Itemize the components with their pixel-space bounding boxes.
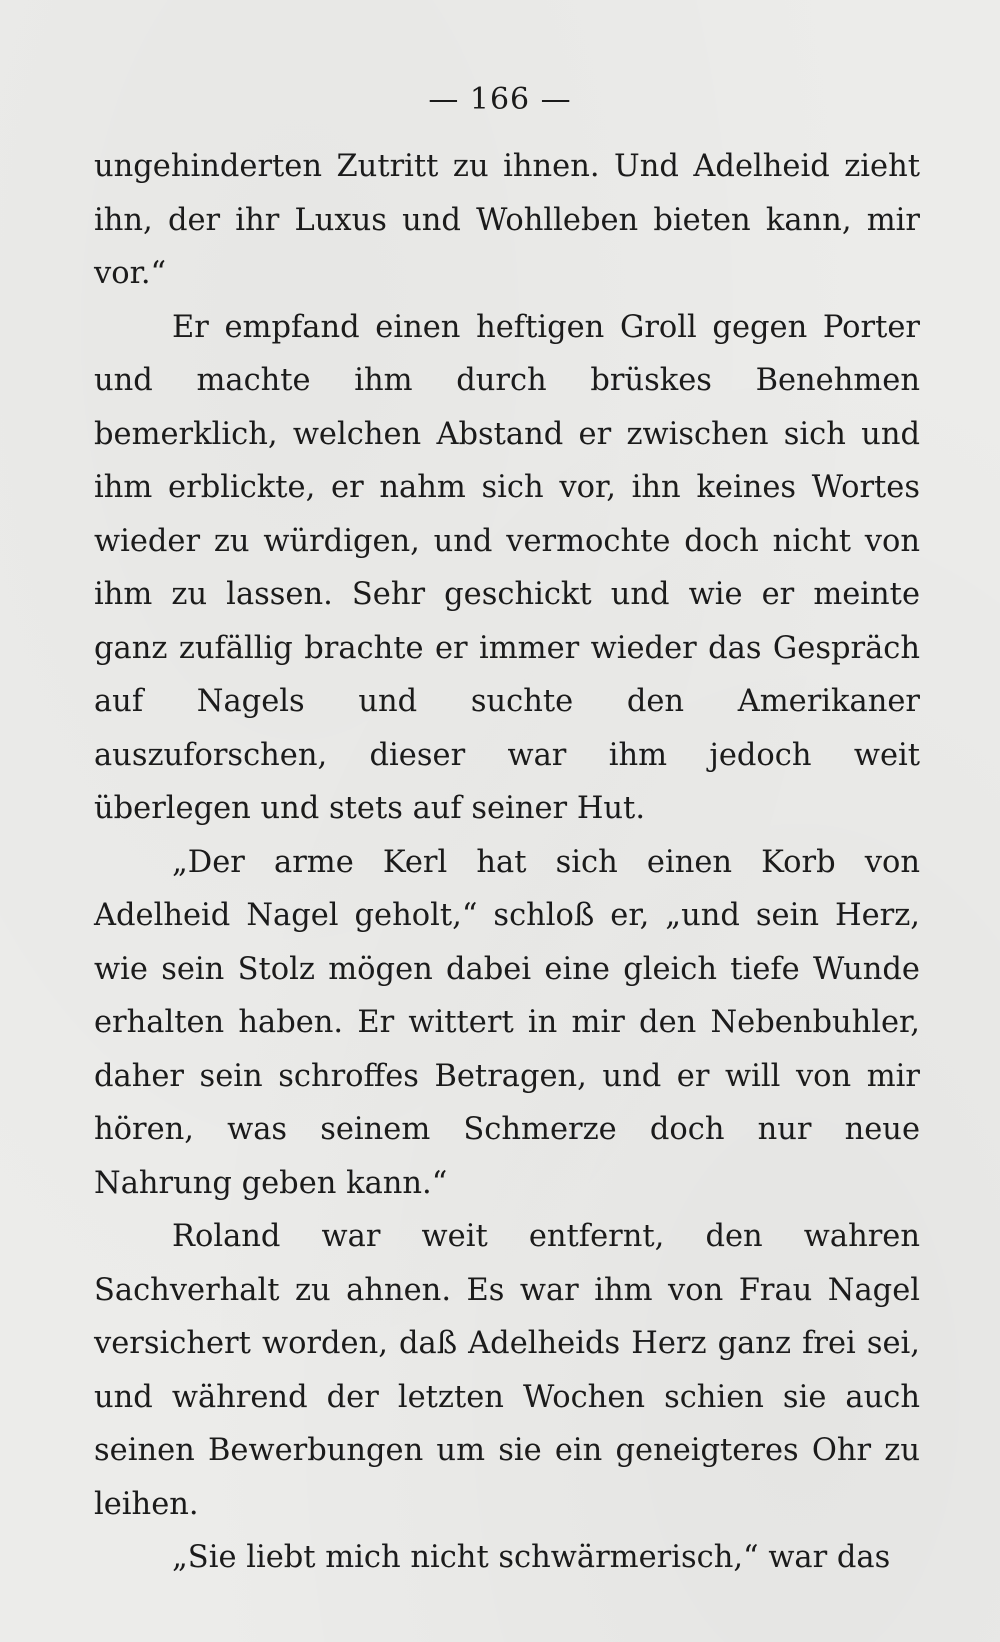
body-text — [94, 140, 920, 1585]
paragraph-3: „Der arme Kerl hat sich einen Korb von Adelheid Nagel geholt,“ schloß er, „und sein Herz, wie sein Stolz mögen dabei eine gleich tiefe Wunde erhalten haben. Er wittert in mir den Nebenbuhler, daher sein schroffes Betragen, und er will von mir hören, was seinem Schmerze doch nur neue Nahrung geben kann.“ — [94, 844, 920, 1201]
paragraph-1: ungehinderten Zutritt zu ihnen. Und Adelheid zieht ihn, der ihr Luxus und Wohlleben bieten kann, mir vor.“ — [94, 149, 920, 291]
paragraph-5: „Sie liebt mich nicht schwärmerisch,“ war das — [172, 1540, 891, 1575]
page-number: — 166 — — [428, 82, 572, 117]
paragraph-4: Roland war weit entfernt, den wahren Sachverhalt zu ahnen. Es war ihm von Frau Nagel versichert worden, daß Adelheids Herz ganz frei sei, und während der letzten Wochen schien sie auch seinen Bewerbungen um sie ein geneigteres Ohr zu leihen. — [94, 1219, 920, 1522]
paragraph-2: Er empfand einen heftigen Groll gegen Porter und machte ihm durch brüskes Benehmen bemerklich, welchen Abstand er zwischen sich und ihm erblickte, er nahm sich vor, ihn keines Wortes wieder zu würdigen, und vermochte doch nicht von ihm zu lassen. Sehr geschickt und wie er meinte ganz zufällig brachte er immer wieder das Gespräch auf Nagels und suchte den Amerikaner auszuforschen, dieser war ihm jedoch weit überlegen und stets auf seiner Hut. — [94, 309, 920, 826]
